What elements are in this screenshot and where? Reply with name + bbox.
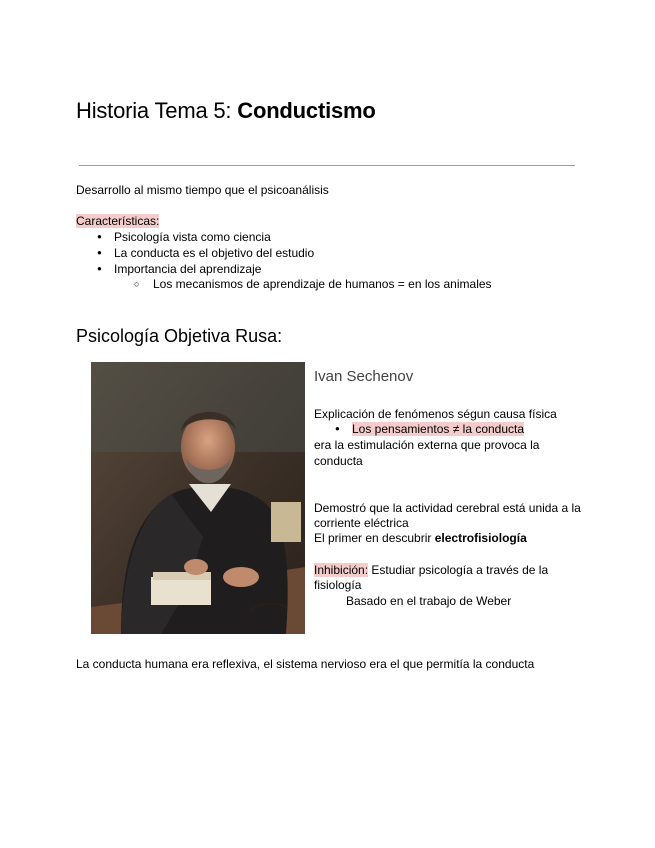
list-item: ● Importancia del aprendizaje [114, 261, 314, 277]
caracteristicas-label [76, 213, 159, 229]
section-heading: Psicología Objetiva Rusa: [76, 326, 283, 346]
estimulacion-text-1: era la estimulación externa que provoca la [314, 438, 540, 452]
inhibicion-label: Inhibición: [314, 563, 369, 577]
conclusion-text: La conducta humana era reflexiva, el sistema nervioso era el que permitía la conducta [76, 657, 535, 671]
primer-bold: electrofisiología [434, 531, 527, 545]
horizontal-rule [79, 165, 575, 166]
caracteristicas-sublist [153, 276, 492, 292]
portrait-painting-icon [91, 362, 305, 634]
inhibicion-text-2: fisiología [314, 578, 362, 592]
section-list [352, 421, 524, 437]
person-name: Ivan Sechenov [314, 368, 414, 385]
list-item: ● Psicología vista como ciencia [114, 229, 314, 245]
inhibicion-body: Estudiar psicología a través de la [368, 563, 549, 577]
bullet-highlight: Los pensamientos ≠ la conducta [352, 422, 525, 436]
page-title [76, 98, 376, 124]
intro-text: Desarrollo al mismo tiempo que el psicoanálisis [76, 183, 329, 197]
title-prefix: Historia Tema 5: [76, 98, 238, 123]
basado-text: Basado en el trabajo de Weber [346, 594, 512, 608]
list-item [352, 421, 524, 437]
demostro-text-2: corriente eléctrica [314, 516, 409, 530]
demostro-text-1: Demostró que la actividad cerebral está unida a la [314, 501, 581, 515]
estimulacion-text-2: conducta [314, 454, 363, 468]
caracteristicas-highlight: Características: [76, 214, 160, 228]
explicacion-text: Explicación de fenómenos ségun causa física [314, 407, 557, 421]
primer-prefix: El primer en descubrir [314, 531, 435, 545]
sub-list-item: ○ Los mecanismos de aprendizaje de humanos = en los animales [153, 276, 492, 292]
inhibicion-text [314, 562, 548, 578]
primer-text [314, 530, 527, 546]
caracteristicas-list [114, 229, 314, 277]
list-item: ● La conducta es el objetivo del estudio [114, 245, 314, 261]
title-bold: Conductismo [237, 98, 376, 123]
